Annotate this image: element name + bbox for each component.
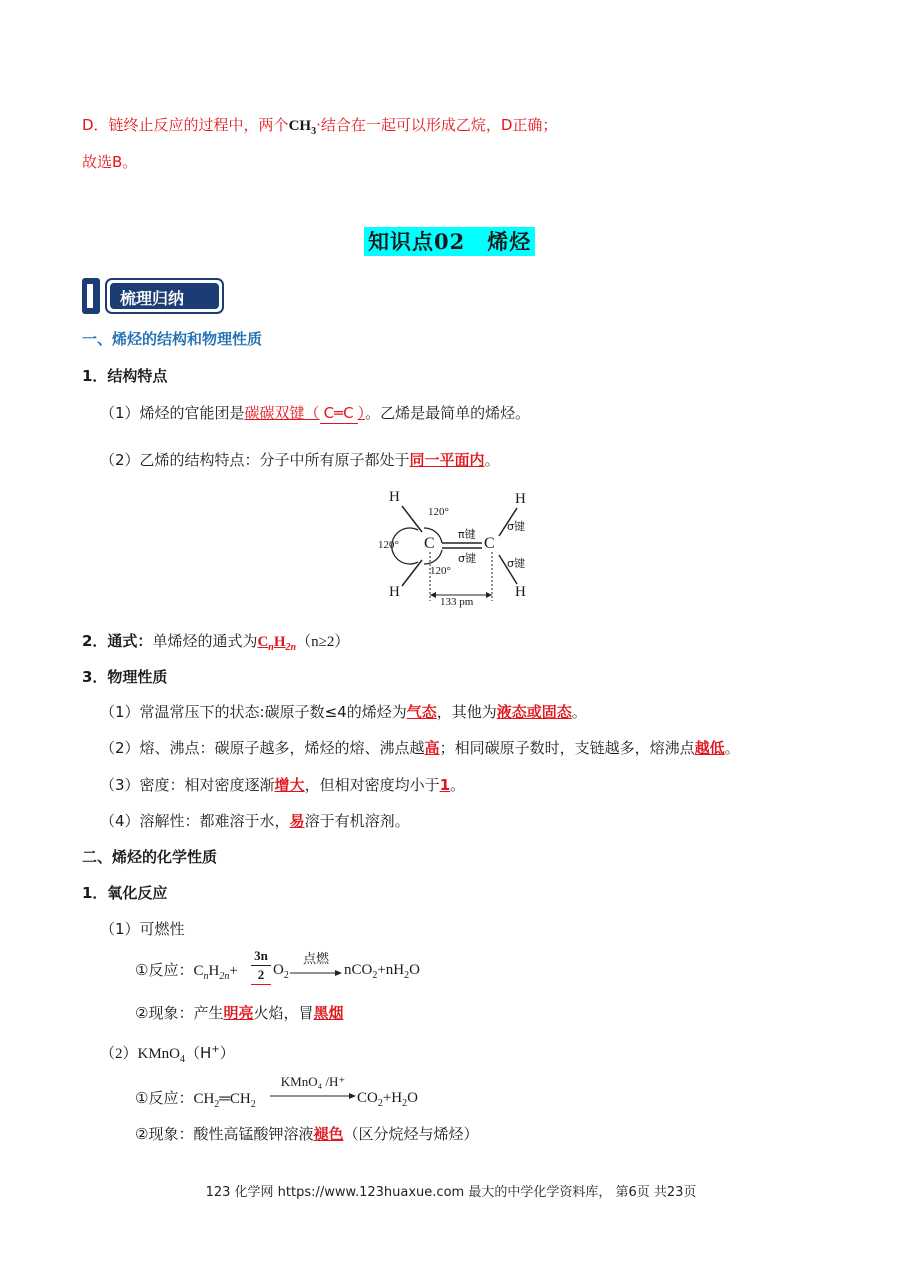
angle-label-top: 120°: [428, 506, 449, 518]
answer-double-bond: 碳碳双键（ C═C ）: [244, 404, 366, 422]
atom-h-bottom-right: H: [515, 584, 526, 600]
o2-term: $O_2$: [273, 962, 289, 981]
combustibility-heading: （1）可燃性: [100, 920, 185, 938]
summary-badge: [82, 276, 224, 316]
subheading-physical: 3．物理性质: [82, 668, 168, 686]
kmno4-reaction: ①反应：$CH_2═CH_2$: [135, 1089, 256, 1110]
heading-structure-physical: 一、烯烃的结构和物理性质: [82, 330, 263, 348]
answer-cnh2n: $C_nH_{2n}$: [257, 634, 297, 653]
conclusion-line-d: [82, 115, 557, 142]
density-line: （3）密度：相对密度逐渐增大，但相对密度均小于1。: [100, 776, 466, 794]
arrow-icon: [270, 1093, 356, 1101]
answer-line: 故选B。: [82, 153, 138, 171]
bond-length-label: 133 pm: [440, 596, 474, 608]
sigma-bond-label-top: σ键: [507, 520, 525, 533]
kmno4-phenomenon: ②现象：酸性高锰酸钾溶液褪色（区分烷烃与烯烃）: [135, 1125, 479, 1143]
atom-h-bottom-left: H: [389, 584, 400, 600]
section-title: 知识点02 烯烃: [364, 226, 535, 256]
kmno4-products: $CO_2+H_2O$: [357, 1090, 418, 1109]
subheading-structure: 1．结构特点: [82, 367, 168, 385]
atom-h-top-left: H: [389, 489, 400, 505]
kmno4-heading: （2）KMnO$_4$（H+）: [100, 1044, 235, 1065]
functional-group-line: （1）烯烃的官能团是碳碳双键（ C═C ）。乙烯是最简单的烯烃。: [100, 404, 531, 422]
ignite-arrow: 点燃: [290, 948, 342, 982]
state-line: （1）常温常压下的状态:碳原子数≤4的烯烃为气态，其他为液态或固态。: [100, 703, 587, 721]
badge-label: 梳理归纳: [120, 289, 185, 308]
page-footer: 123 化学网 https://www.123huaxue.com 最大的中学化学资料库， 第6页 共23页: [205, 1185, 697, 1200]
text: D．链终止反应的过程中，两个: [82, 116, 289, 134]
arrow-icon: [290, 970, 342, 978]
angle-label-left: 120°: [378, 539, 399, 551]
ethylene-diagram: [372, 486, 542, 614]
atom-h-top-right: H: [515, 491, 526, 507]
atom-c-right: C: [484, 535, 495, 552]
subheading-oxidation: 1．氧化反应: [82, 884, 168, 902]
sigma-bond-label-bottom: σ键: [507, 557, 525, 570]
text: ·结合在一起可以形成乙烷，D正确；: [316, 116, 558, 134]
kmno4-arrow: KMnO₄ /H⁺: [270, 1074, 356, 1105]
combustion-phenomenon: ②现象：产生明亮火焰，冒黑烟: [135, 1004, 344, 1022]
sigma-bond-label-center: σ键: [458, 552, 476, 565]
boiling-point-line: （2）熔、沸点：碳原子越多，烯烃的熔、沸点越高；相同碳原子数时，支链越多，熔沸点越低。: [100, 739, 740, 757]
formula-ch3: $CH_3$: [288, 118, 317, 137]
general-formula-line: 2．通式：单烯烃的通式为$C_nH_{2n}(n\ge 2)$: [82, 632, 350, 653]
atom-c-left: C: [424, 535, 435, 552]
combustion-reaction: ①反应：$C_nH_{2n}+$: [135, 961, 238, 982]
answer-same-plane: 同一平面内: [409, 451, 485, 469]
ethylene-structure-line: （2）乙烯的结构特点：分子中所有原子都处于同一平面内。: [100, 451, 500, 469]
fraction: 3n 2: [251, 948, 271, 985]
solubility-line: （4）溶解性：都难溶于水，易溶于有机溶剂。: [100, 812, 410, 830]
heading-chemical: 二、烯烃的化学性质: [82, 848, 218, 866]
pi-bond-label: π键: [458, 528, 476, 541]
angle-label-bottom: 120°: [430, 565, 451, 577]
combustion-products: $nCO_2+nH_2O$: [344, 962, 420, 981]
